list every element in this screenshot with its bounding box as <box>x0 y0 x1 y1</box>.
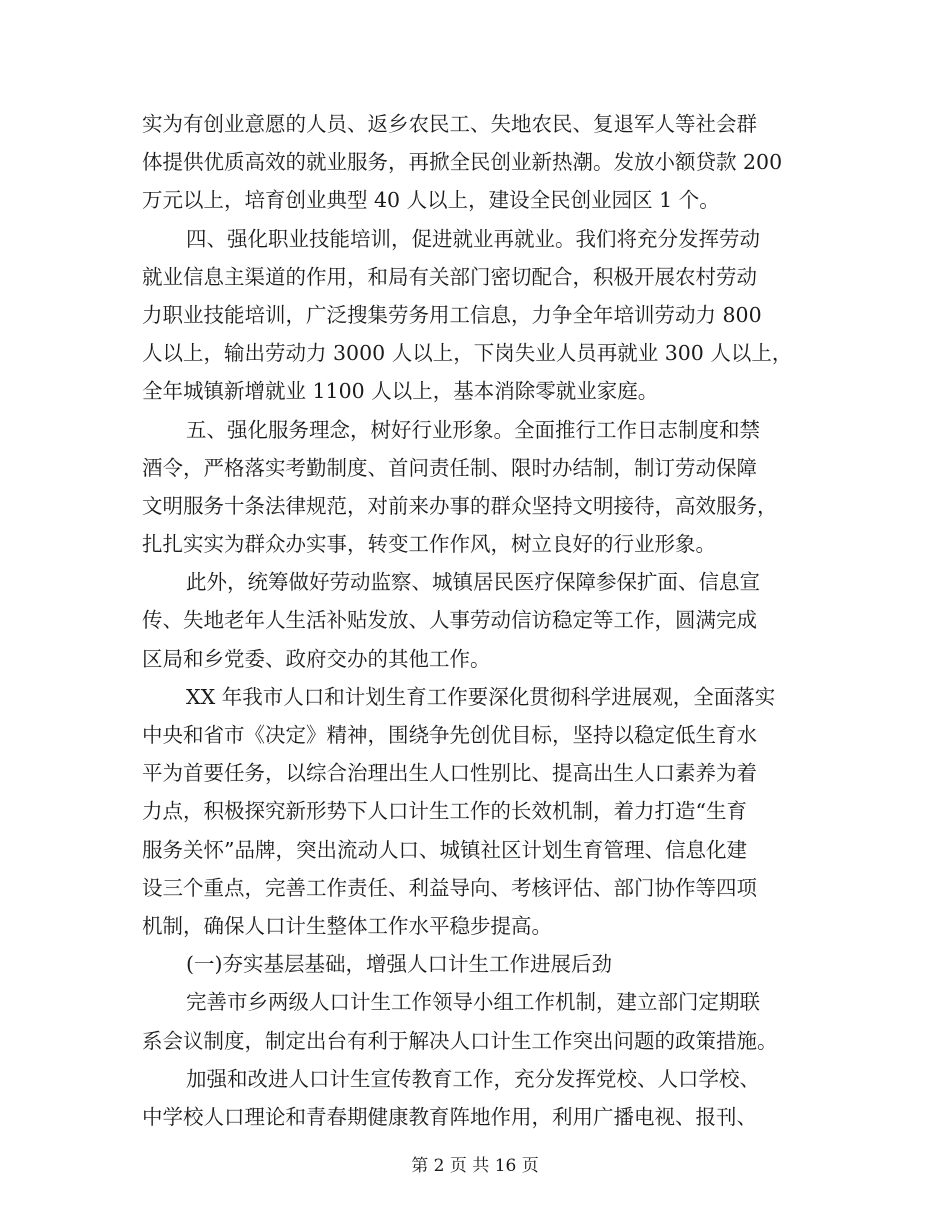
text-line: 传、失地老年人生活补贴发放、人事劳动信访稳定等工作，圆满完成 <box>142 608 757 633</box>
section-heading-text: (一)夯实基层基础，增强人口计生工作进展后劲 <box>186 952 612 977</box>
text-line: 中学校人口理论和青春期健康教育阵地作用，利用广播电视、报刊、 <box>142 1104 757 1129</box>
text-line: 文明服务十条法律规范，对前来办事的群众坚持文明接待，高效服务， <box>142 493 778 518</box>
section-heading <box>142 945 810 983</box>
text-line: XX 年我市人口和计划生育工作要深化贯彻科学进展观，全面落实 <box>186 684 776 709</box>
paragraph-service-philosophy <box>142 411 810 564</box>
text-line: 服务关怀”品牌，突出流动人口、城镇社区计划生育管理、信息化建 <box>142 837 747 862</box>
paragraph-other-work <box>142 563 810 678</box>
paragraph-population-planning <box>142 678 810 945</box>
paragraph-entrepreneurship-services <box>142 105 810 220</box>
text-line: 体提供优质高效的就业服务，再掀全民创业新热潮。发放小额贷款 200 <box>142 150 783 175</box>
paragraph-skills-training <box>142 220 810 411</box>
page-number-footer: 第 2 页 共 16 页 <box>411 1156 539 1176</box>
text-line: 扎扎实实为群众办实事，转变工作作风，树立良好的行业形象。 <box>142 532 716 557</box>
text-line: 力职业技能培训，广泛搜集劳务用工信息，力争全年培训劳动力 800 <box>142 302 762 327</box>
text-line: 设三个重点，完善工作责任、利益导向、考核评估、部门协作等四项 <box>142 875 757 900</box>
text-line: 就业信息主渠道的作用，和局有关部门密切配合，积极开展农村劳动 <box>142 264 757 289</box>
text-line: 人以上，输出劳动力 3000 人以上，下岗失业人员再就业 300 人以上， <box>142 341 793 366</box>
text-line: 万元以上，培育创业典型 40 人以上，建设全民创业园区 1 个。 <box>142 188 720 213</box>
text-line: 力点，积极探究新形势下人口计生工作的长效机制，着力打造“生育 <box>142 799 747 824</box>
text-line: 五、强化服务理念，树好行业形象。全面推行工作日志制度和禁 <box>186 417 760 442</box>
document-body <box>142 105 810 1136</box>
text-line: 四、强化职业技能培训，促进就业再就业。我们将充分发挥劳动 <box>186 226 760 251</box>
text-line: 酒令，严格落实考勤制度、首问责任制、限时办结制，制订劳动保障 <box>142 455 757 480</box>
text-line: 系会议制度，制定出台有利于解决人口计生工作突出问题的政策措施。 <box>142 1028 778 1053</box>
text-line: 中央和省市《决定》精神，围绕争先创优目标，坚持以稳定低生育水 <box>142 723 757 747</box>
text-line: 全年城镇新增就业 1100 人以上，基本消除零就业家庭。 <box>142 379 659 404</box>
text-line: 平为首要任务，以综合治理出生人口性别比、提高出生人口素养为着 <box>142 761 757 786</box>
text-line: 此外，统筹做好劳动监察、城镇居民医疗保障参保扩面、信息宣 <box>186 570 760 595</box>
paragraph-leadership-mechanism <box>142 983 810 1059</box>
text-line: 完善市乡两级人口计生工作领导小组工作机制，建立部门定期联 <box>186 990 760 1015</box>
text-line: 加强和改进人口计生宣传教育工作，充分发挥党校、人口学校、 <box>186 1066 760 1091</box>
paragraph-publicity-education <box>142 1060 810 1136</box>
text-line: 机制，确保人口计生整体工作水平稳步提高。 <box>142 913 552 938</box>
text-line: 实为有创业意愿的人员、返乡农民工、失地农民、复退军人等社会群 <box>142 112 757 136</box>
text-line: 区局和乡党委、政府交办的其他工作。 <box>142 646 491 671</box>
